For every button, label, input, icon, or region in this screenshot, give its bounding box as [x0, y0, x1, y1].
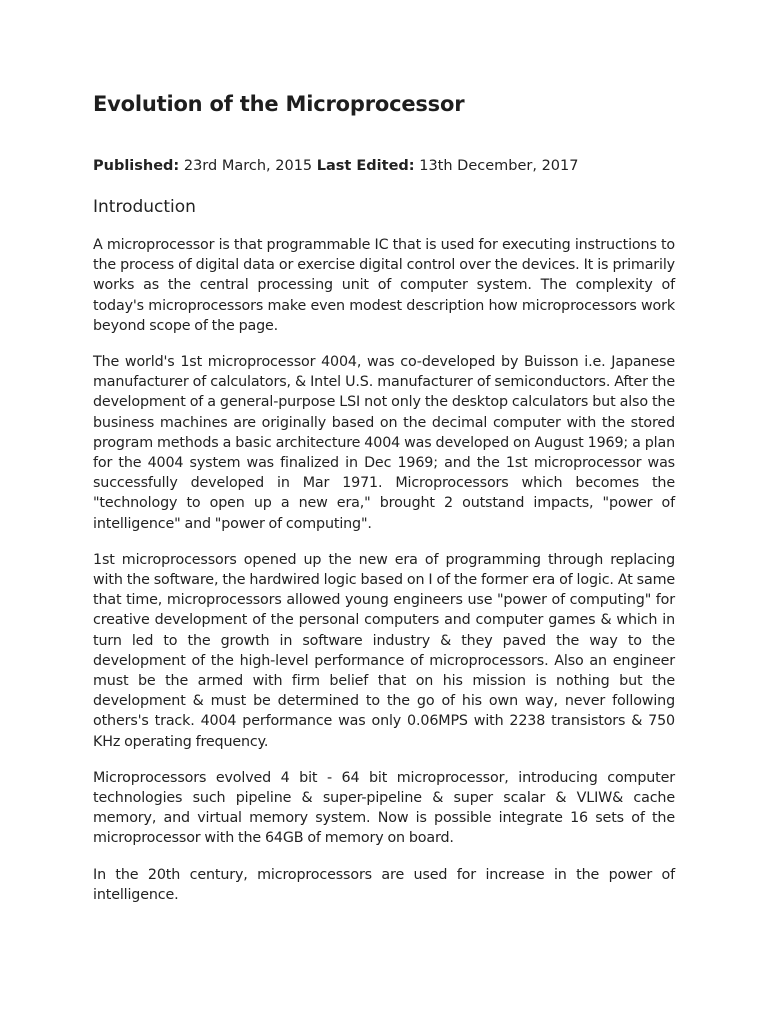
published-date: 23rd March, 2015 — [183, 158, 313, 174]
paragraph-5: In the 20th century, microprocessors are used for increase in the power of intelligence. — [93, 866, 675, 903]
paragraph-1: A microprocessor is that programmable IC that is used for executing instructions to the process of digital data or exercise digital control over the devices. It is primarily works as the central processing unit of computer system. The complexity of today's microprocessors make even modest description how microprocessors work beyond scope of the page. — [93, 237, 675, 334]
section-heading-introduction: Introduction — [93, 197, 196, 217]
paragraph-4: Microprocessors evolved 4 bit - 64 bit microprocessor, introducing computer technologies such pipeline & super-pipeline & super scalar & VLIW& cache memory, and virtual memory system. Now is possible integrate 16 sets of the microprocessor with the 64GB of memory on board. — [93, 769, 675, 847]
publication-info — [93, 156, 675, 176]
paragraph-2: The world's 1st microprocessor 4004, was co-developed by Buisson i.e. Japanese manufacturer of calculators, & Intel U.S. manufacturer of semiconductors. After the development of a general-purpose LSI not only the desktop calculators but also the business machines are originally based on the decimal computer with the stored program methods a basic architecture 4004 was developed on August 1969; a plan for the 4004 system was finalized in Dec 1969; and the 1st microprocessor was successfully developed in Mar 1971. Microprocessors which becomes the "technology to open up a new era," brought 2 outstand impacts, "power of intelligence" and "power of computing". — [93, 354, 675, 532]
last-edited-date: 13th December, 2017 — [419, 158, 579, 174]
last-edited-label: Last Edited: — [316, 158, 415, 174]
published-label: Published: — [93, 158, 180, 174]
page-title: Evolution of the Microprocessor — [93, 92, 465, 116]
paragraph-3: 1st microprocessors opened up the new era of programming through replacing with the software, the hardwired logic based on I of the former era of logic. At same that time, microprocessors allowed young engineers use "power of computing" for creative development of the personal computers and computer games & which in turn led to the growth in software industry & they paved the way to the development of the high-level performance of microprocessors. Also an engineer must be the armed with firm belief that on his mission is nothing but the development & must be determined to the go of his own way, never following others's track. 4004 performance was only 0.06MPS with 2238 transistors & 750 KHz operating frequency. — [93, 551, 675, 750]
